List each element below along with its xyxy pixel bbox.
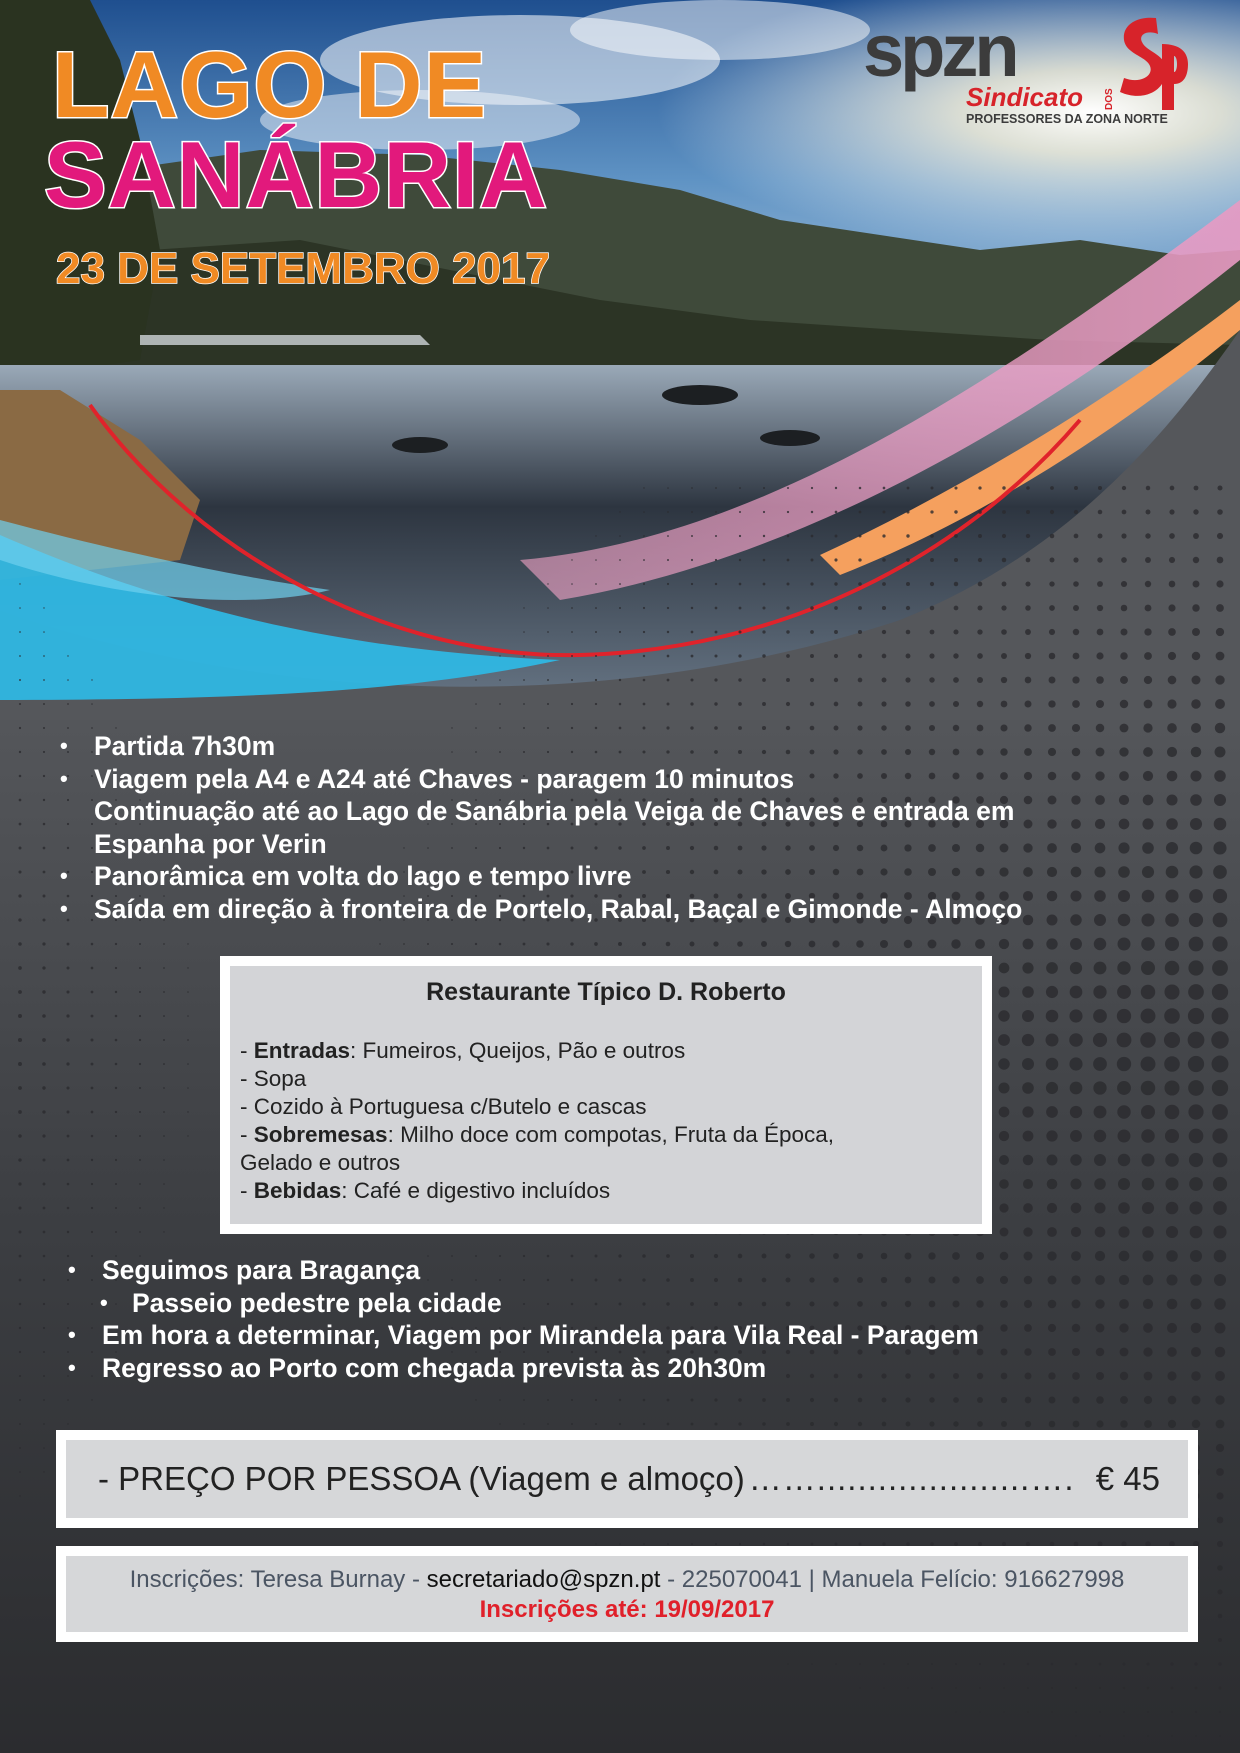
logo-subtitle: PROFESSORES DA ZONA NORTE bbox=[966, 112, 1168, 126]
title-line-1: LAGO DE bbox=[52, 32, 488, 137]
list-item-continuation: Continuação até ao Lago de Sanábria pela Veiga de Chaves e entrada em bbox=[94, 796, 1015, 826]
price-panel bbox=[66, 1440, 1188, 1518]
restaurant-menu-panel bbox=[230, 966, 982, 1224]
logo-dos: DOS bbox=[1104, 88, 1115, 110]
menu-line: - Sopa bbox=[240, 1066, 307, 1091]
price-value: € 45 bbox=[1095, 1460, 1160, 1497]
itinerary-bottom-list bbox=[66, 1254, 1166, 1384]
registration-panel bbox=[66, 1556, 1188, 1632]
restaurant-menu-box bbox=[220, 956, 992, 1234]
list-item-continuation: Espanha por Verin bbox=[94, 828, 327, 859]
spzn-logo bbox=[860, 9, 1190, 134]
price-leader-dots: …….....................…. bbox=[748, 1460, 1075, 1497]
list-item: • Regresso ao Porto com chegada prevista às 20h30m bbox=[66, 1352, 1166, 1385]
list-item: • Em hora a determinar, Viagem por Mirandela para Vila Real - Paragem bbox=[66, 1319, 1166, 1352]
list-item: • Panorâmica em volta do lago e tempo livre bbox=[58, 860, 1188, 893]
menu-line: Gelado e outros bbox=[240, 1150, 401, 1175]
menu-line: - Bebidas: Café e digestivo incluídos bbox=[240, 1178, 611, 1203]
list-item: • Partida 7h30m bbox=[58, 730, 1188, 763]
list-item: • Viagem pela A4 e A24 até Chaves - paragem 10 minutos bbox=[58, 763, 1188, 796]
contact-email-link[interactable]: secretariado@spzn.pt bbox=[426, 1566, 661, 1593]
title-line-2: SANÁBRIA bbox=[44, 122, 549, 227]
price-box bbox=[56, 1430, 1198, 1528]
itinerary-top-list bbox=[58, 730, 1188, 925]
event-date: 23 DE SETEMBRO 2017 bbox=[56, 244, 550, 293]
sp-emblem-icon bbox=[1116, 14, 1188, 112]
menu-line: - Entradas: Fumeiros, Queijos, Pão e outros bbox=[240, 1038, 686, 1063]
registration-contacts: Inscrições: Teresa Burnay - secretariado@spzn.pt - 225070041 | Manuela Felício: 916627998 bbox=[129, 1566, 1125, 1593]
price-label: - PREÇO POR PESSOA (Viagem e almoço) bbox=[98, 1460, 745, 1497]
list-subitem: • Passeio pedestre pela cidade bbox=[66, 1287, 1166, 1320]
list-item: • Saída em direção à fronteira de Portelo, Rabal, Baçal e Gimonde - Almoço bbox=[58, 893, 1188, 926]
restaurant-name: Restaurante Típico D. Roberto bbox=[426, 978, 786, 1006]
list-item: • Seguimos para Bragança bbox=[66, 1254, 1166, 1287]
registration-box bbox=[56, 1546, 1198, 1642]
logo-sindicato: Sindicato bbox=[966, 82, 1084, 112]
menu-line: - Cozido à Portuguesa c/Butelo e cascas bbox=[240, 1094, 647, 1119]
menu-line: - Sobremesas: Milho doce com compotas, Fruta da Época, bbox=[240, 1122, 835, 1147]
registration-deadline: Inscrições até: 19/09/2017 bbox=[479, 1596, 775, 1623]
logo-brand: spzn bbox=[863, 9, 1016, 92]
